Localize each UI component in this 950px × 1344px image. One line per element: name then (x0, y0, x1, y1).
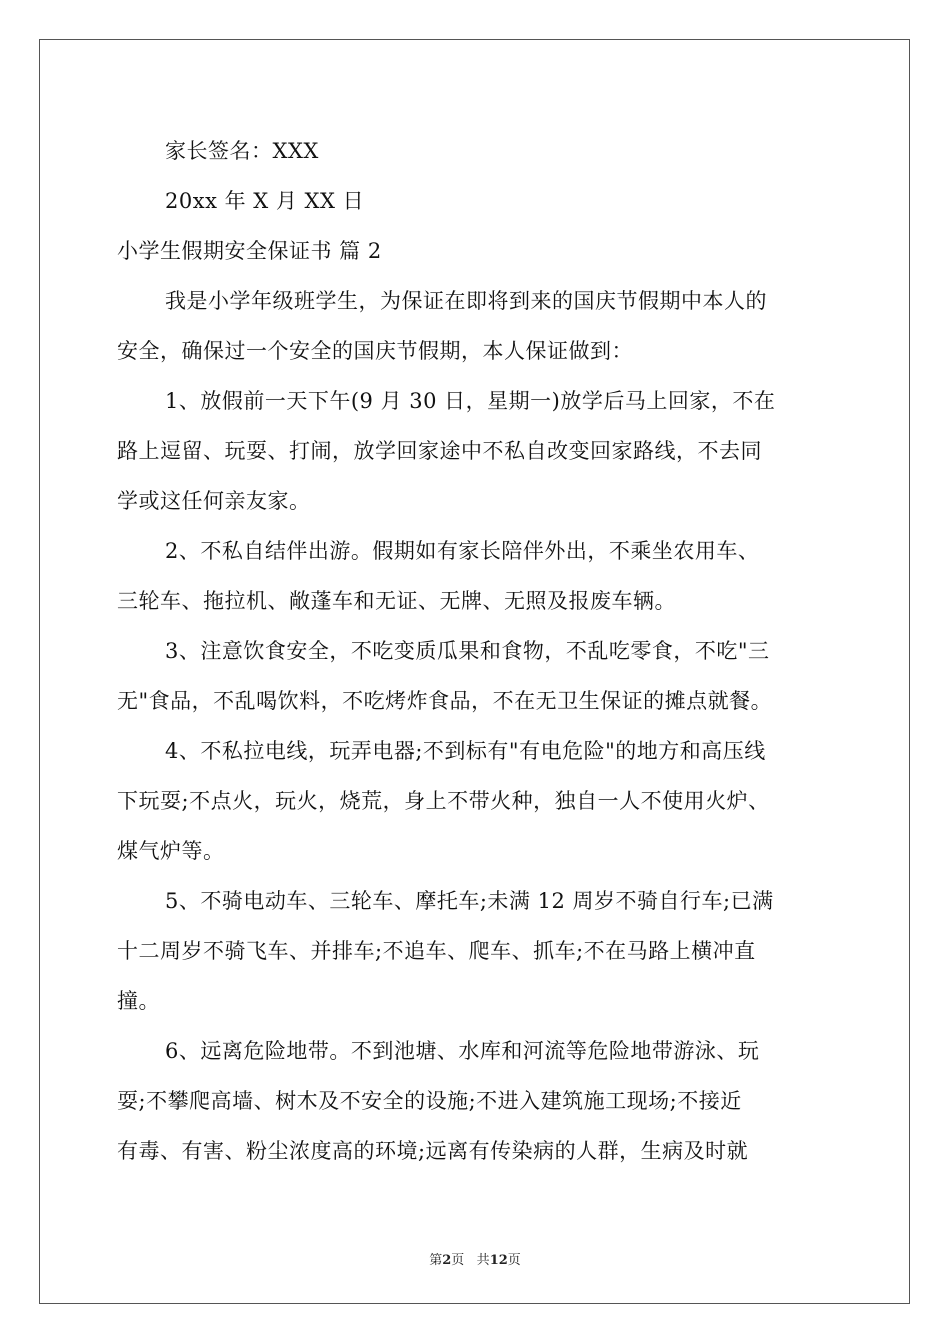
text-line: 十二周岁不骑飞车、并排车;不追车、爬车、抓车;不在马路上横冲直 (117, 939, 756, 963)
paragraph-item-2 (117, 526, 839, 626)
text-line: 学或这任何亲友家。 (117, 489, 311, 513)
page-suffix: 页 (451, 1253, 465, 1268)
text-line: 6、远离危险地带。不到池塘、水库和河流等危险地带游泳、玩 (165, 1039, 760, 1063)
total-suffix: 页 (507, 1253, 521, 1268)
paragraph-item-6 (117, 1026, 839, 1176)
text-line: 下玩耍;不点火，玩火，烧荒，身上不带火种，独自一人不使用火炉、 (117, 789, 770, 813)
total-prefix: 共 (476, 1253, 490, 1268)
page-number: 2 (442, 1253, 452, 1268)
parent-signature: 家长签名：XXX (165, 139, 319, 163)
text-line: 我是小学年级班学生，为保证在即将到来的国庆节假期中本人的 (165, 289, 767, 313)
text-line: 无"食品，不乱喝饮料，不吃烤炸食品，不在无卫生保证的摊点就餐。 (117, 689, 773, 713)
text-line: 撞。 (117, 989, 160, 1013)
paragraph-intro (117, 276, 839, 376)
text-line: 5、不骑电动车、三轮车、摩托车;未满 12 周岁不骑自行车;已满 (165, 889, 774, 913)
page-prefix: 第 (429, 1253, 443, 1268)
text-line: 三轮车、拖拉机、敞蓬车和无证、无牌、无照及报废车辆。 (117, 589, 676, 613)
total-pages: 12 (489, 1253, 508, 1268)
text-line: 4、不私拉电线，玩弄电器;不到标有"有电危险"的地方和高压线 (165, 739, 766, 763)
section-title: 小学生假期安全保证书 篇 2 (117, 239, 382, 263)
paragraph-item-5 (117, 876, 839, 1026)
paragraph-item-1 (117, 376, 839, 526)
text-line: 3、注意饮食安全，不吃变质瓜果和食物，不乱吃零食，不吃"三 (165, 639, 770, 663)
paragraph-item-3 (117, 626, 839, 726)
text-line: 路上逗留、玩耍、打闹，放学回家途中不私自改变回家路线，不去同 (117, 439, 762, 463)
text-line: 2、不私自结伴出游。假期如有家长陪伴外出，不乘坐农用车、 (165, 539, 760, 563)
text-line: 耍;不攀爬高墙、树木及不安全的设施;不进入建筑施工现场;不接近 (117, 1089, 742, 1113)
text-line: 有毒、有害、粉尘浓度高的环境;远离有传染病的人群，生病及时就 (117, 1139, 749, 1163)
paragraph-item-4 (117, 726, 839, 876)
page-footer (0, 1249, 950, 1268)
text-line: 1、放假前一天下午(9 月 30 日，星期一)放学后马上回家，不在 (165, 389, 776, 413)
text-line: 煤气炉等。 (117, 839, 225, 863)
text-line: 安全，确保过一个安全的国庆节假期，本人保证做到： (117, 339, 633, 363)
document-body (117, 126, 839, 1176)
signature-date: 20xx 年 X 月 XX 日 (165, 189, 365, 213)
